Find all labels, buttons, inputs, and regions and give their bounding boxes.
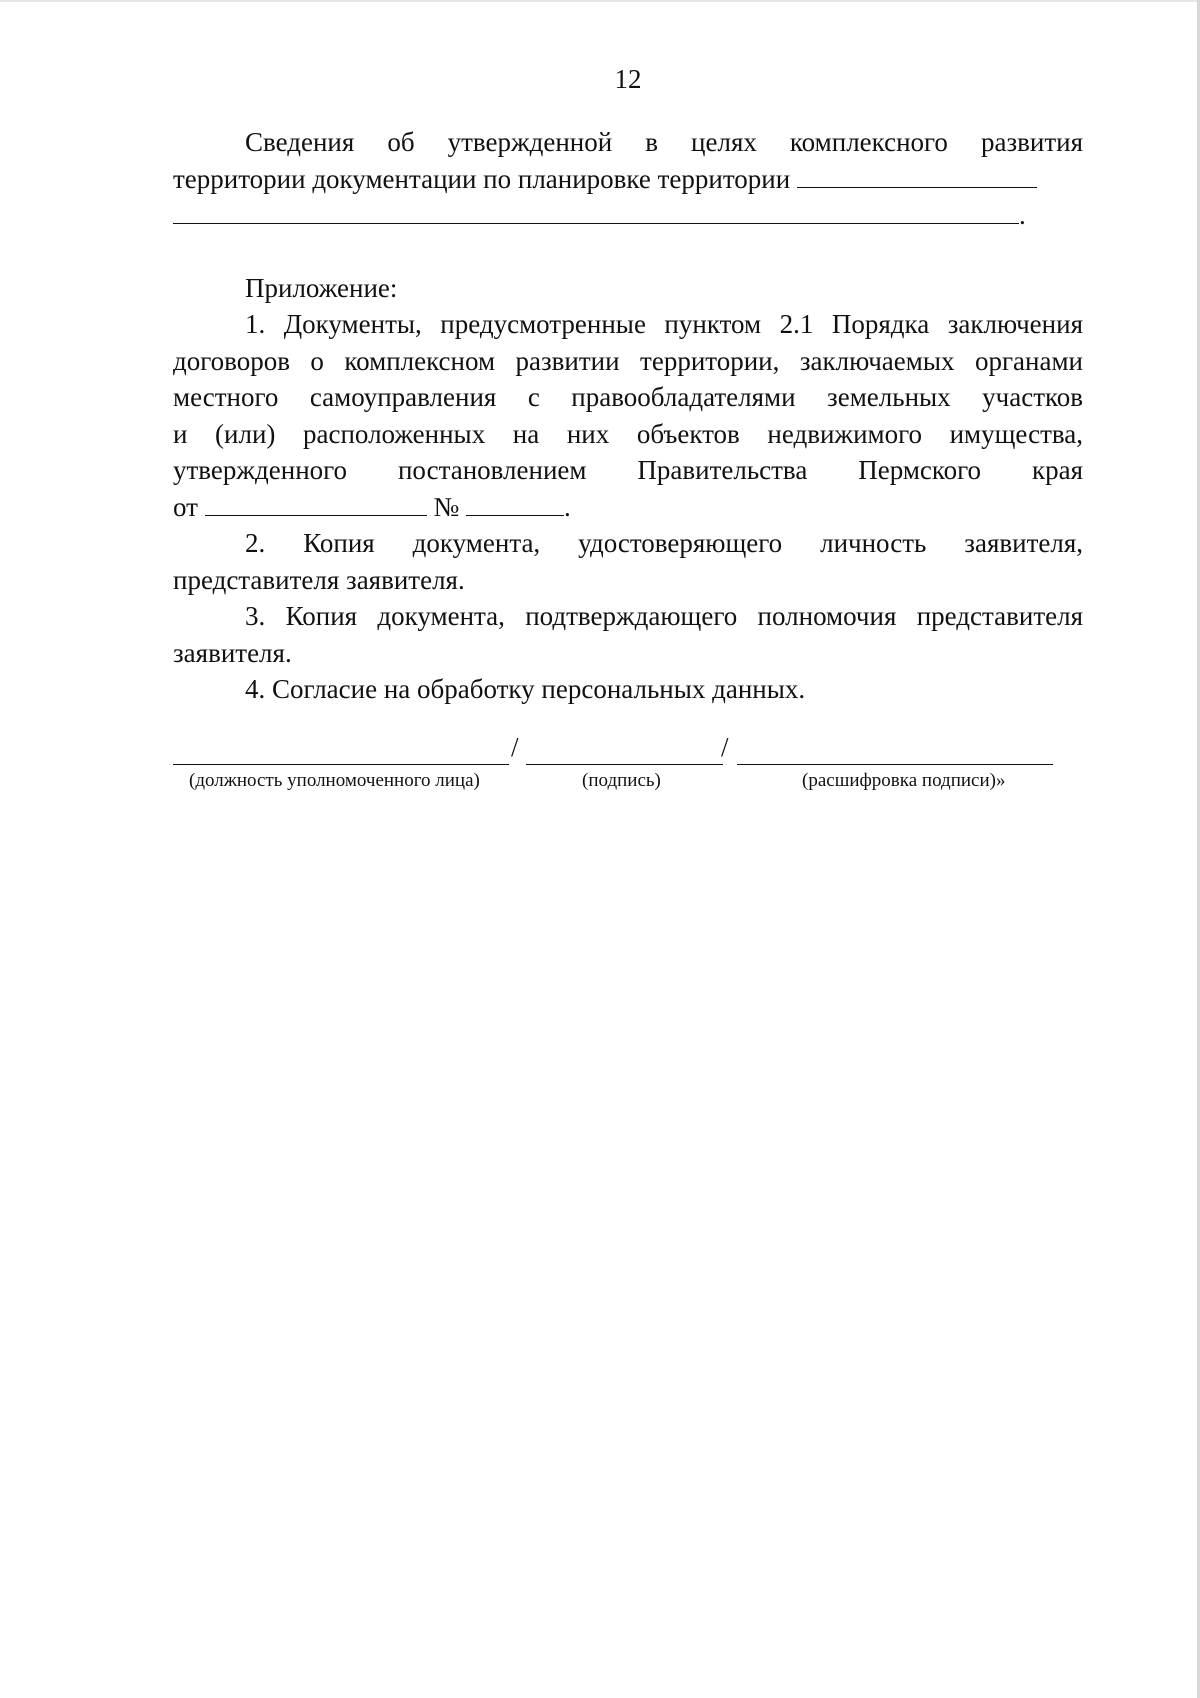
planning-doc-blank-2 [173, 197, 1019, 224]
document-body [173, 124, 1083, 708]
appendix-item-1-line-4: и (или) расположенных на них объектов недвижимого имущества, [173, 418, 1083, 449]
page-number: 12 [614, 64, 642, 94]
decoding-caption: (расшифровка подписи)» [802, 770, 1006, 791]
info-line-1: Сведения об утвержденной в целях комплексного развития [245, 127, 1083, 157]
appendix-item-3-line-2: заявителя. [173, 637, 292, 668]
scan-edge-top [0, 0, 1200, 2]
info-line-2 [173, 161, 1083, 198]
separator-slash-1: / [511, 732, 519, 762]
from-label: от [173, 491, 198, 522]
info-line-2-text: территории документации по планировке территории [173, 163, 791, 194]
signature-block [173, 732, 1113, 765]
signature-caption: (подпись) [582, 770, 661, 791]
signature-line [526, 738, 723, 765]
appendix-item-1-line-2: договоров о комплексном развитии территории, заключаемых органами [173, 345, 1083, 376]
appendix-item-2-line-2: представителя заявителя. [173, 564, 465, 595]
appendix-item-4: 4. Согласие на обработку персональных данных. [245, 674, 806, 704]
appendix-item-1-line-6: от № . [173, 489, 1083, 526]
appendix-item-1-line-5: утвержденного постановлением Правительства Пермского края [173, 455, 1083, 485]
decree-date-blank [205, 489, 427, 516]
appendix-item-2-line-1: 2. Копия документа, удостоверяющего личность заявителя, [245, 528, 1083, 558]
number-sign: № [433, 491, 460, 522]
position-caption: (должность уполномоченного лица) [189, 770, 480, 791]
planning-doc-blank-1 [797, 161, 1037, 188]
appendix-item-1-line-1: 1. Документы, предусмотренные пунктом 2.1 Порядка заключения [245, 309, 1083, 339]
appendix-item-1-line-3: местного самоуправления с правообладателями земельных участков [173, 382, 1083, 412]
separator-slash-2: / [721, 732, 729, 762]
decree-number-blank [466, 489, 564, 516]
position-line [173, 738, 509, 765]
appendix-heading: Приложение: [245, 272, 398, 303]
signature-decoding-line [737, 738, 1053, 765]
info-line-3: . [173, 197, 1083, 234]
appendix-item-3-line-1: 3. Копия документа, подтверждающего полномочия представителя [245, 601, 1083, 631]
